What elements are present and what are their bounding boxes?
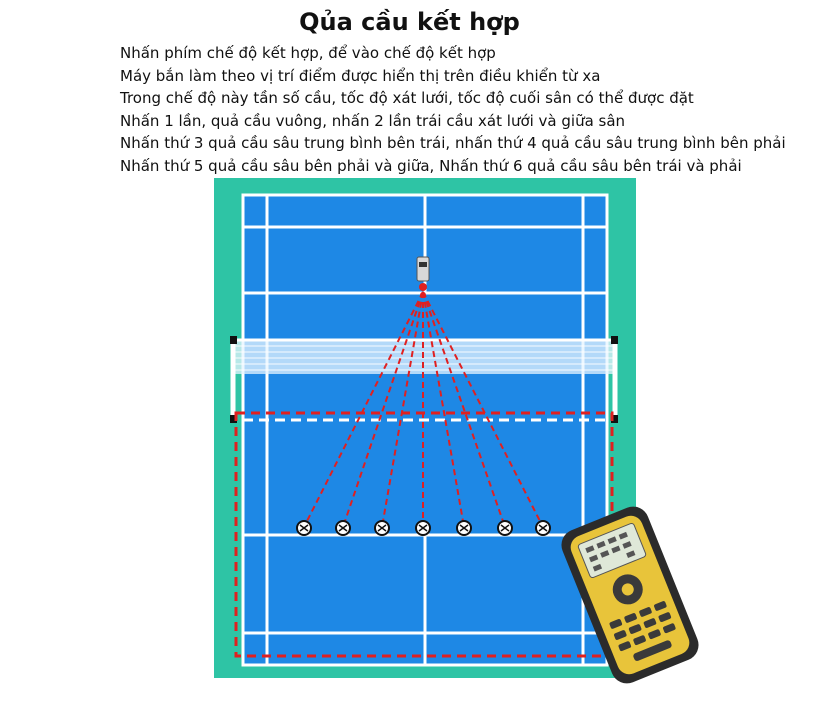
page-title: Qủa cầu kết hợp [299,8,520,36]
shuttlecock-icon [536,521,550,535]
instruction-line: Nhấn phím chế độ kết hợp, để vào chế độ kết hợp [120,44,496,62]
instruction-line: Máy bắn làm theo vị trí điểm được hiển thị trên điều khiển từ xa [120,66,601,85]
shuttlecock-icon [375,521,389,535]
shuttlecock-icon [498,521,512,535]
shuttlecock-icon [297,521,311,535]
instruction-line: Nhấn 1 lần, quả cầu vuông, nhấn 2 lần trái cầu xát lưới và giữa sân [120,111,626,130]
shuttlecock-icon [457,521,471,535]
instruction-line: Trong chế độ này tần số cầu, tốc độ xát lưới, tốc độ cuối sân có thể được đặt [120,89,694,107]
shuttlecock-icon [416,521,430,535]
instruction-line: Nhấn thứ 5 quả cầu sâu bên phải và giữa, Nhấn thứ 6 quả cầu sâu bên trái và phải [120,156,742,175]
shuttlecock-icon [336,521,350,535]
instruction-line: Nhấn thứ 3 quả cầu sâu trung bình bên trái, nhấn thứ 4 quả cầu sâu trung bình bên phải [120,134,786,152]
